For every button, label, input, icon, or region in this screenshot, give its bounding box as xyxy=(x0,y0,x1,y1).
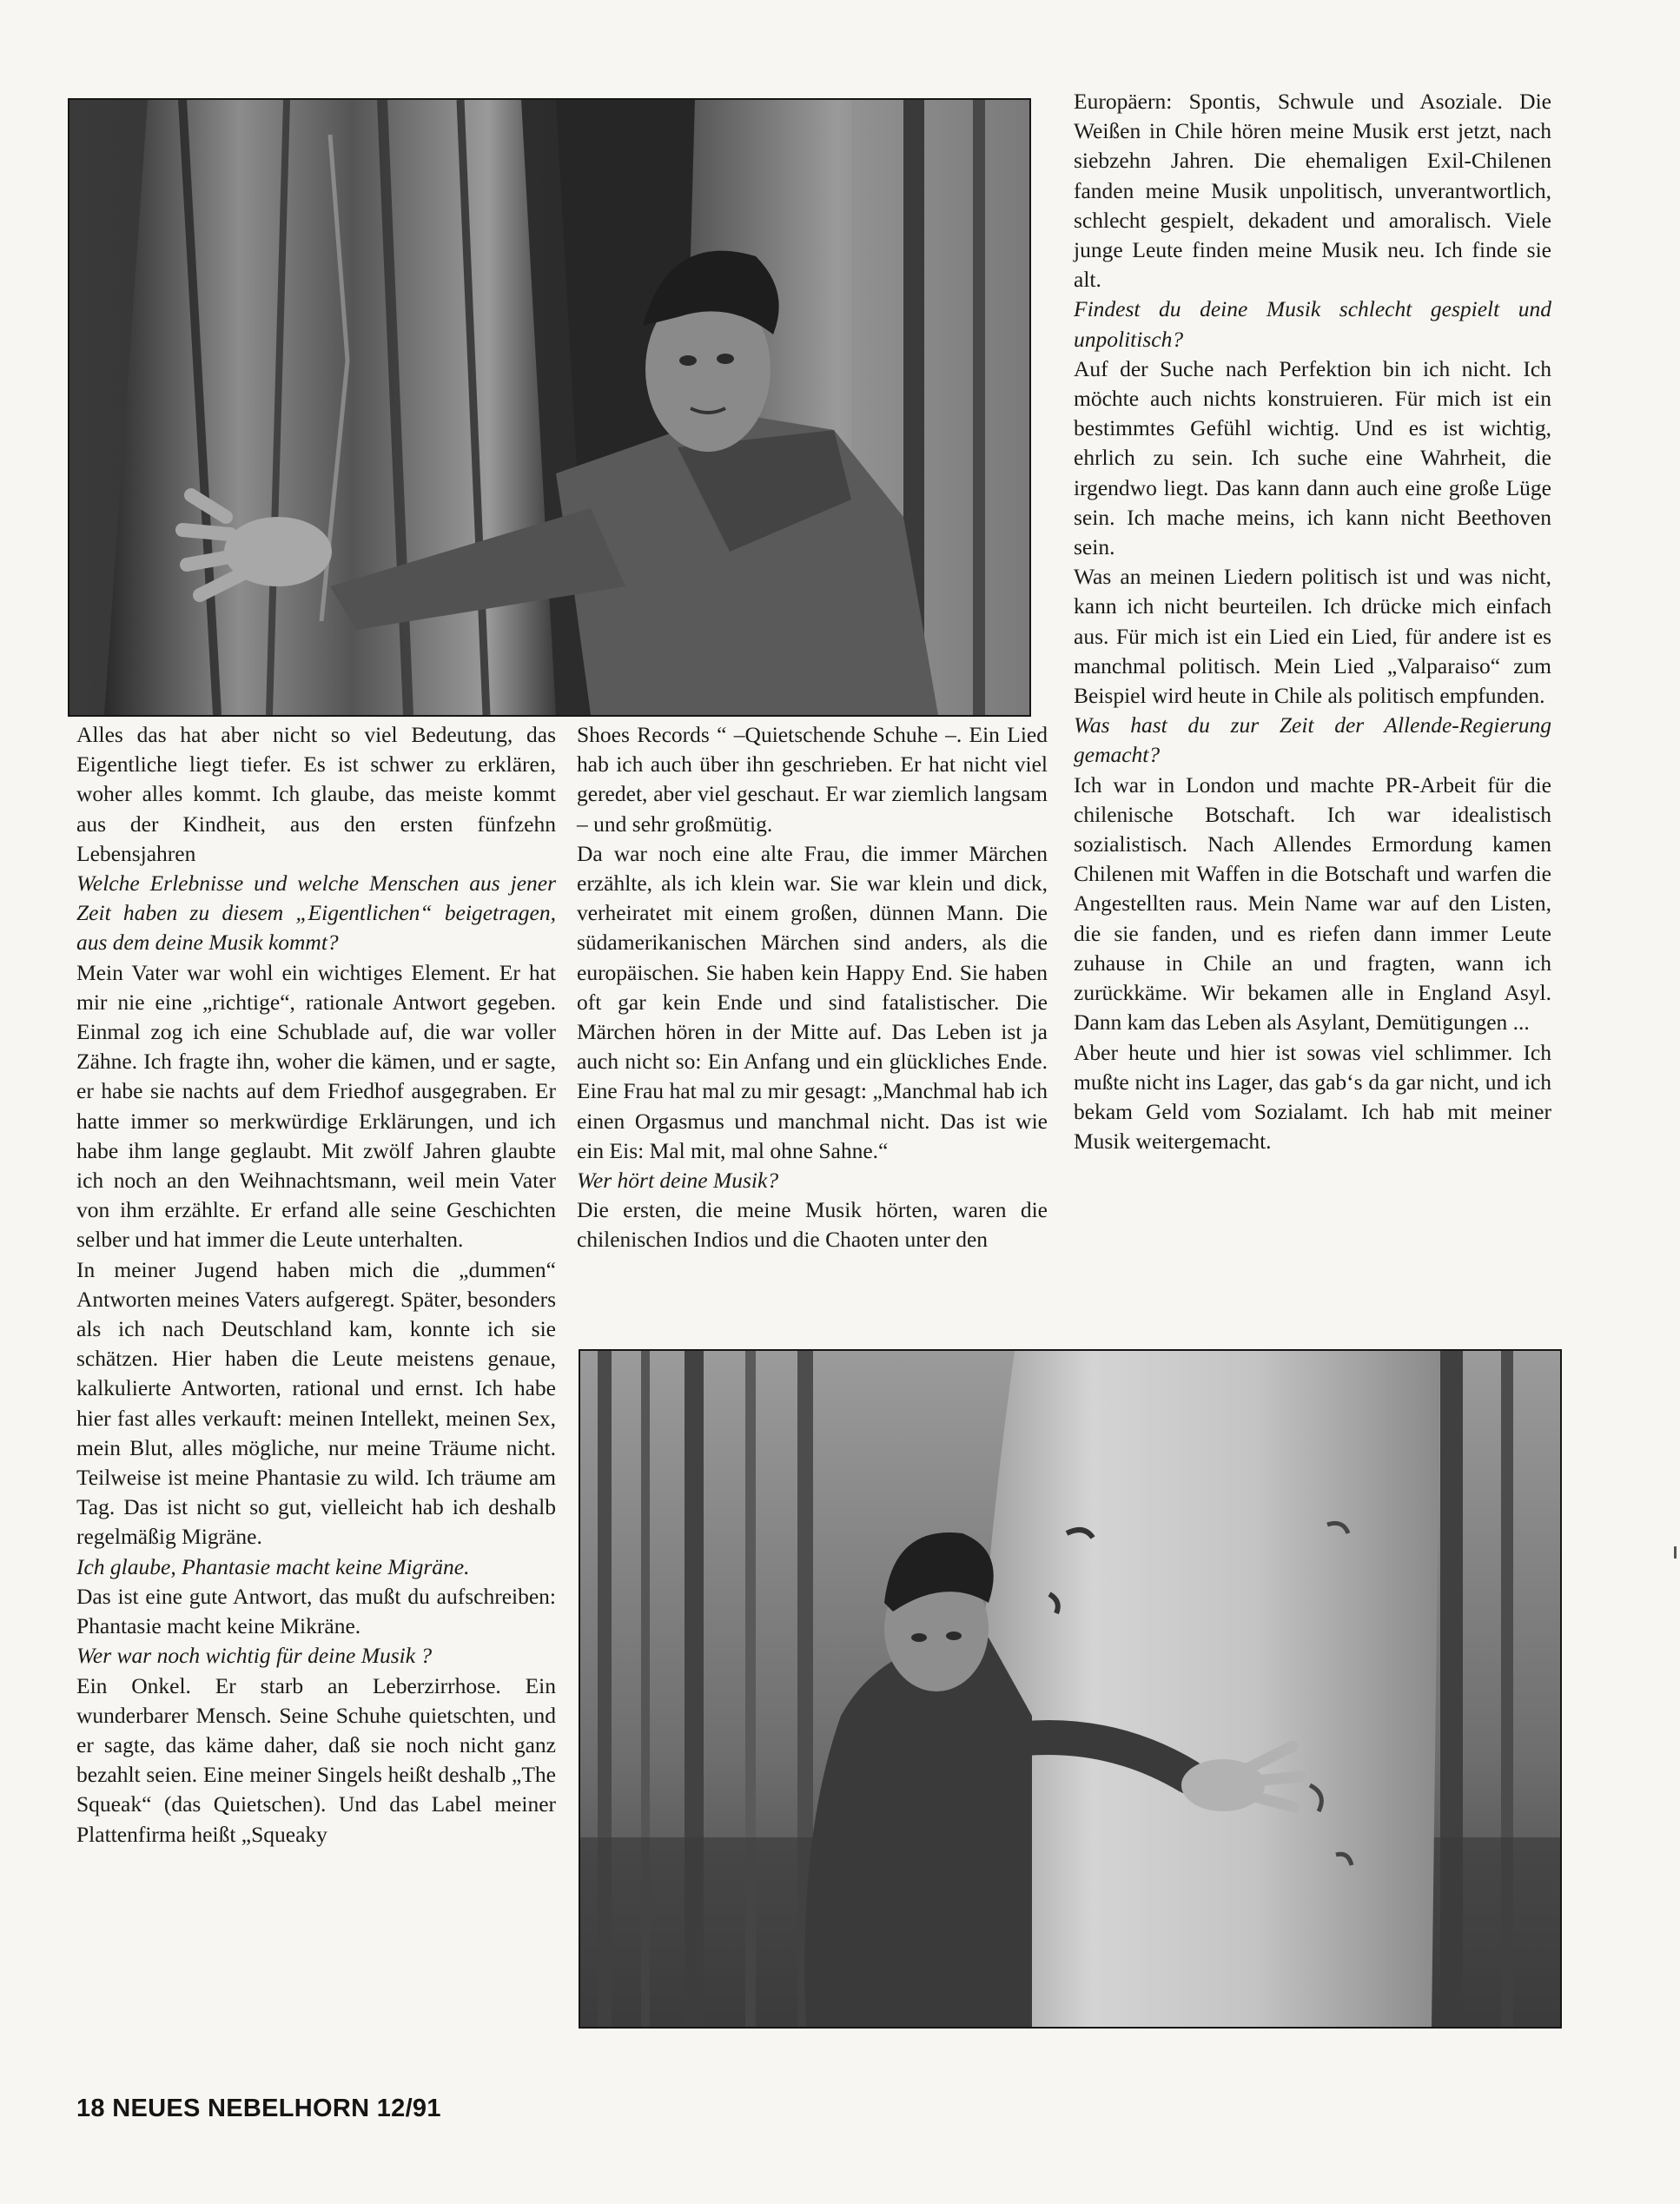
interview-question: Was hast du zur Zeit der Allende-Regierung gemacht? xyxy=(1074,712,1551,768)
interview-question: Wer war noch wichtig für deine Musik ? xyxy=(76,1643,433,1669)
page-footer: 18 NEUES NEBELHORN 12/91 xyxy=(76,2095,441,2122)
interview-question: Wer hört deine Musik? xyxy=(577,1168,779,1194)
paragraph: Ein Onkel. Er starb an Leberzirrhose. Ein wunderbarer Mensch. Seine Schuhe quietschten, und er sagte, das käme daher, daß sie noch nicht ganz bezahlt seien. Eine meiner Singels heißt deshalb „The Squeak“ (das Quietschen). Und das Label meiner Plattenfirma heißt „Squeaky xyxy=(76,1672,556,1847)
paragraph: In meiner Jugend haben mich die „dummen“ Antworten meines Vaters aufgeregt. Später, besonders als ich nach Deutschland kam, konnte ich sie schätzen. Hier haben die Leute meistens genaue, kalkulierte Antworten, rational und ernst. Ich habe hier fast alles verkauft: meinen Intellekt, meinen Sex, mein Blut, alles mögliche, nur meine Träume nicht. Teilweise ist meine Phantasie zu wild. Ich träume am Tag. Das ist nicht so gut, vielleicht hab ich deshalb regelmäßig Migräne. xyxy=(76,1256,556,1550)
photo-man-hugging-tree-top xyxy=(68,98,1031,717)
paragraph: Die ersten, die meine Musik hörten, waren die chilenischen Indios und die Chaoten unter den xyxy=(577,1197,1048,1253)
article-column-left xyxy=(76,720,556,1850)
paragraph: Alles das hat aber nicht so viel Bedeutung, das Eigentliche liegt tiefer. Es ist schwer zu erklären, woher alles kommt. Ich glaube, das meiste kommt aus der Kindheit, aus den ersten fünfzehn Lebensjahren xyxy=(76,722,556,866)
interview-question: Ich glaube, Phantasie macht keine Migräne. xyxy=(76,1553,470,1579)
paragraph: Was an meinen Liedern politisch ist und was nicht, kann ich nicht beurteilen. Ich drücke mich einfach aus. Für mich ist ein Lied ein Lied, für andere ist es manchmal politisch. Mein Lied „Valparaiso“ zum Beispiel wird heute in Chile als politisch empfunden. xyxy=(1074,564,1551,709)
scan-edge-mark xyxy=(1674,1546,1677,1559)
paragraph: Mein Vater war wohl ein wichtiges Element. Er hat mir nie eine „richtige“, rationale Antwort gegeben. Einmal zog ich eine Schublade auf, die war voller Zähne. Ich fragte ihn, woher die kämen, und er sagte, er habe sie nachts auf dem Friedhof ausgegraben. Er hatte immer so merkwürdige Erklärungen, und ich habe ihm lange geglaubt. Mit zwölf Jahren glaubte ich noch an den Weihnachtsmann, weil mein Vater von ihm erzählte. Er erfand alle seine Geschichten selber und hat immer die Leute unterhalten. xyxy=(76,959,556,1253)
paragraph: Das ist eine gute Antwort, das mußt du aufschreiben: Phantasie macht keine Mikräne. xyxy=(76,1583,556,1639)
paragraph: Da war noch eine alte Frau, die immer Märchen erzählte, als ich klein war. Sie war klein und dick, verheiratet mit einem großen, dünnen Mann. Die südamerikanischen Märchen sind anders, als die europäischen. Sie haben kein Happy End. Sie haben oft gar kein Ende und sind fatalistischer. Die Märchen hören in der Mitte auf. Das Leben ist ja auch nicht so: Ein Anfang und ein glückliches Ende. Eine Frau hat mal zu mir gesagt: „Manchmal hab ich einen Orgasmus und manchmal nicht. Das ist wie ein Eis: Mal mit, mal ohne Sahne.“ xyxy=(577,840,1048,1163)
interview-question: Findest du deine Musik schlecht gespielt und unpolitisch? xyxy=(1074,296,1551,352)
paragraph: Europäern: Spontis, Schwule und Asoziale. Die Weißen in Chile hören meine Musik erst jetzt, nach siebzehn Jahren. Die ehemaligen Exil-Chilenen fanden meine Musik unpolitisch, unverantwortlich, schlecht gespielt, dekadent und amoralisch. Viele junge Leute finden meine Musik neu. Ich finde sie alt. xyxy=(1074,89,1551,293)
photo-man-hugging-tree-bottom xyxy=(579,1349,1562,2029)
paragraph: Ich war in London und machte PR-Arbeit für die chilenische Botschaft. Ich war idealistisch sozialistisch. Nach Allendes Ermordung kamen Chilenen mit Waffen in die Botschaft und warfen die Angestellten raus. Mein Name war auf den Listen, die sie fanden, und es riefen dann immer Leute zuhause in Chile an und fragten, wann ich zurückkäme. Wir bekamen alle in England Asyl. Dann kam das Leben als Asylant, Demütigungen ... xyxy=(1074,771,1551,1036)
paragraph: Auf der Suche nach Perfektion bin ich nicht. Ich möchte auch nichts konstruieren. Für mich ist ein bestimmtes Gefühl wichtig. Und es ist wichtig, ehrlich zu sein. Ich suche eine Wahrheit, die irgendwo liegt. Das kann dann auch eine große Lüge sein. Ich mache meins, ich kann nicht Beethoven sein. xyxy=(1074,355,1551,560)
paragraph: Aber heute und hier ist sowas viel schlimmer. Ich mußte nicht ins Lager, das gab‘s da gar nicht, und ich bekam Geld vom Sozialamt. Ich hab mit meiner Musik weitergemacht. xyxy=(1074,1039,1551,1155)
article-column-middle xyxy=(577,720,1048,1255)
paragraph: Shoes Records “ –Quietschende Schuhe –. Ein Lied hab ich auch über ihn geschrieben. Er hat nicht viel geredet, aber viel geschaut. Er war ziemlich langsam – und sehr großmütig. xyxy=(577,722,1048,837)
interview-question: Welche Erlebnisse und welche Menschen aus jener Zeit haben zu diesem „Eigentlichen“ beigetragen, aus dem deine Musik kommt? xyxy=(76,870,556,956)
photo-bottom-illustration xyxy=(580,1351,1560,2027)
photo-top-illustration xyxy=(69,100,1029,715)
article-column-right xyxy=(1074,87,1551,1156)
